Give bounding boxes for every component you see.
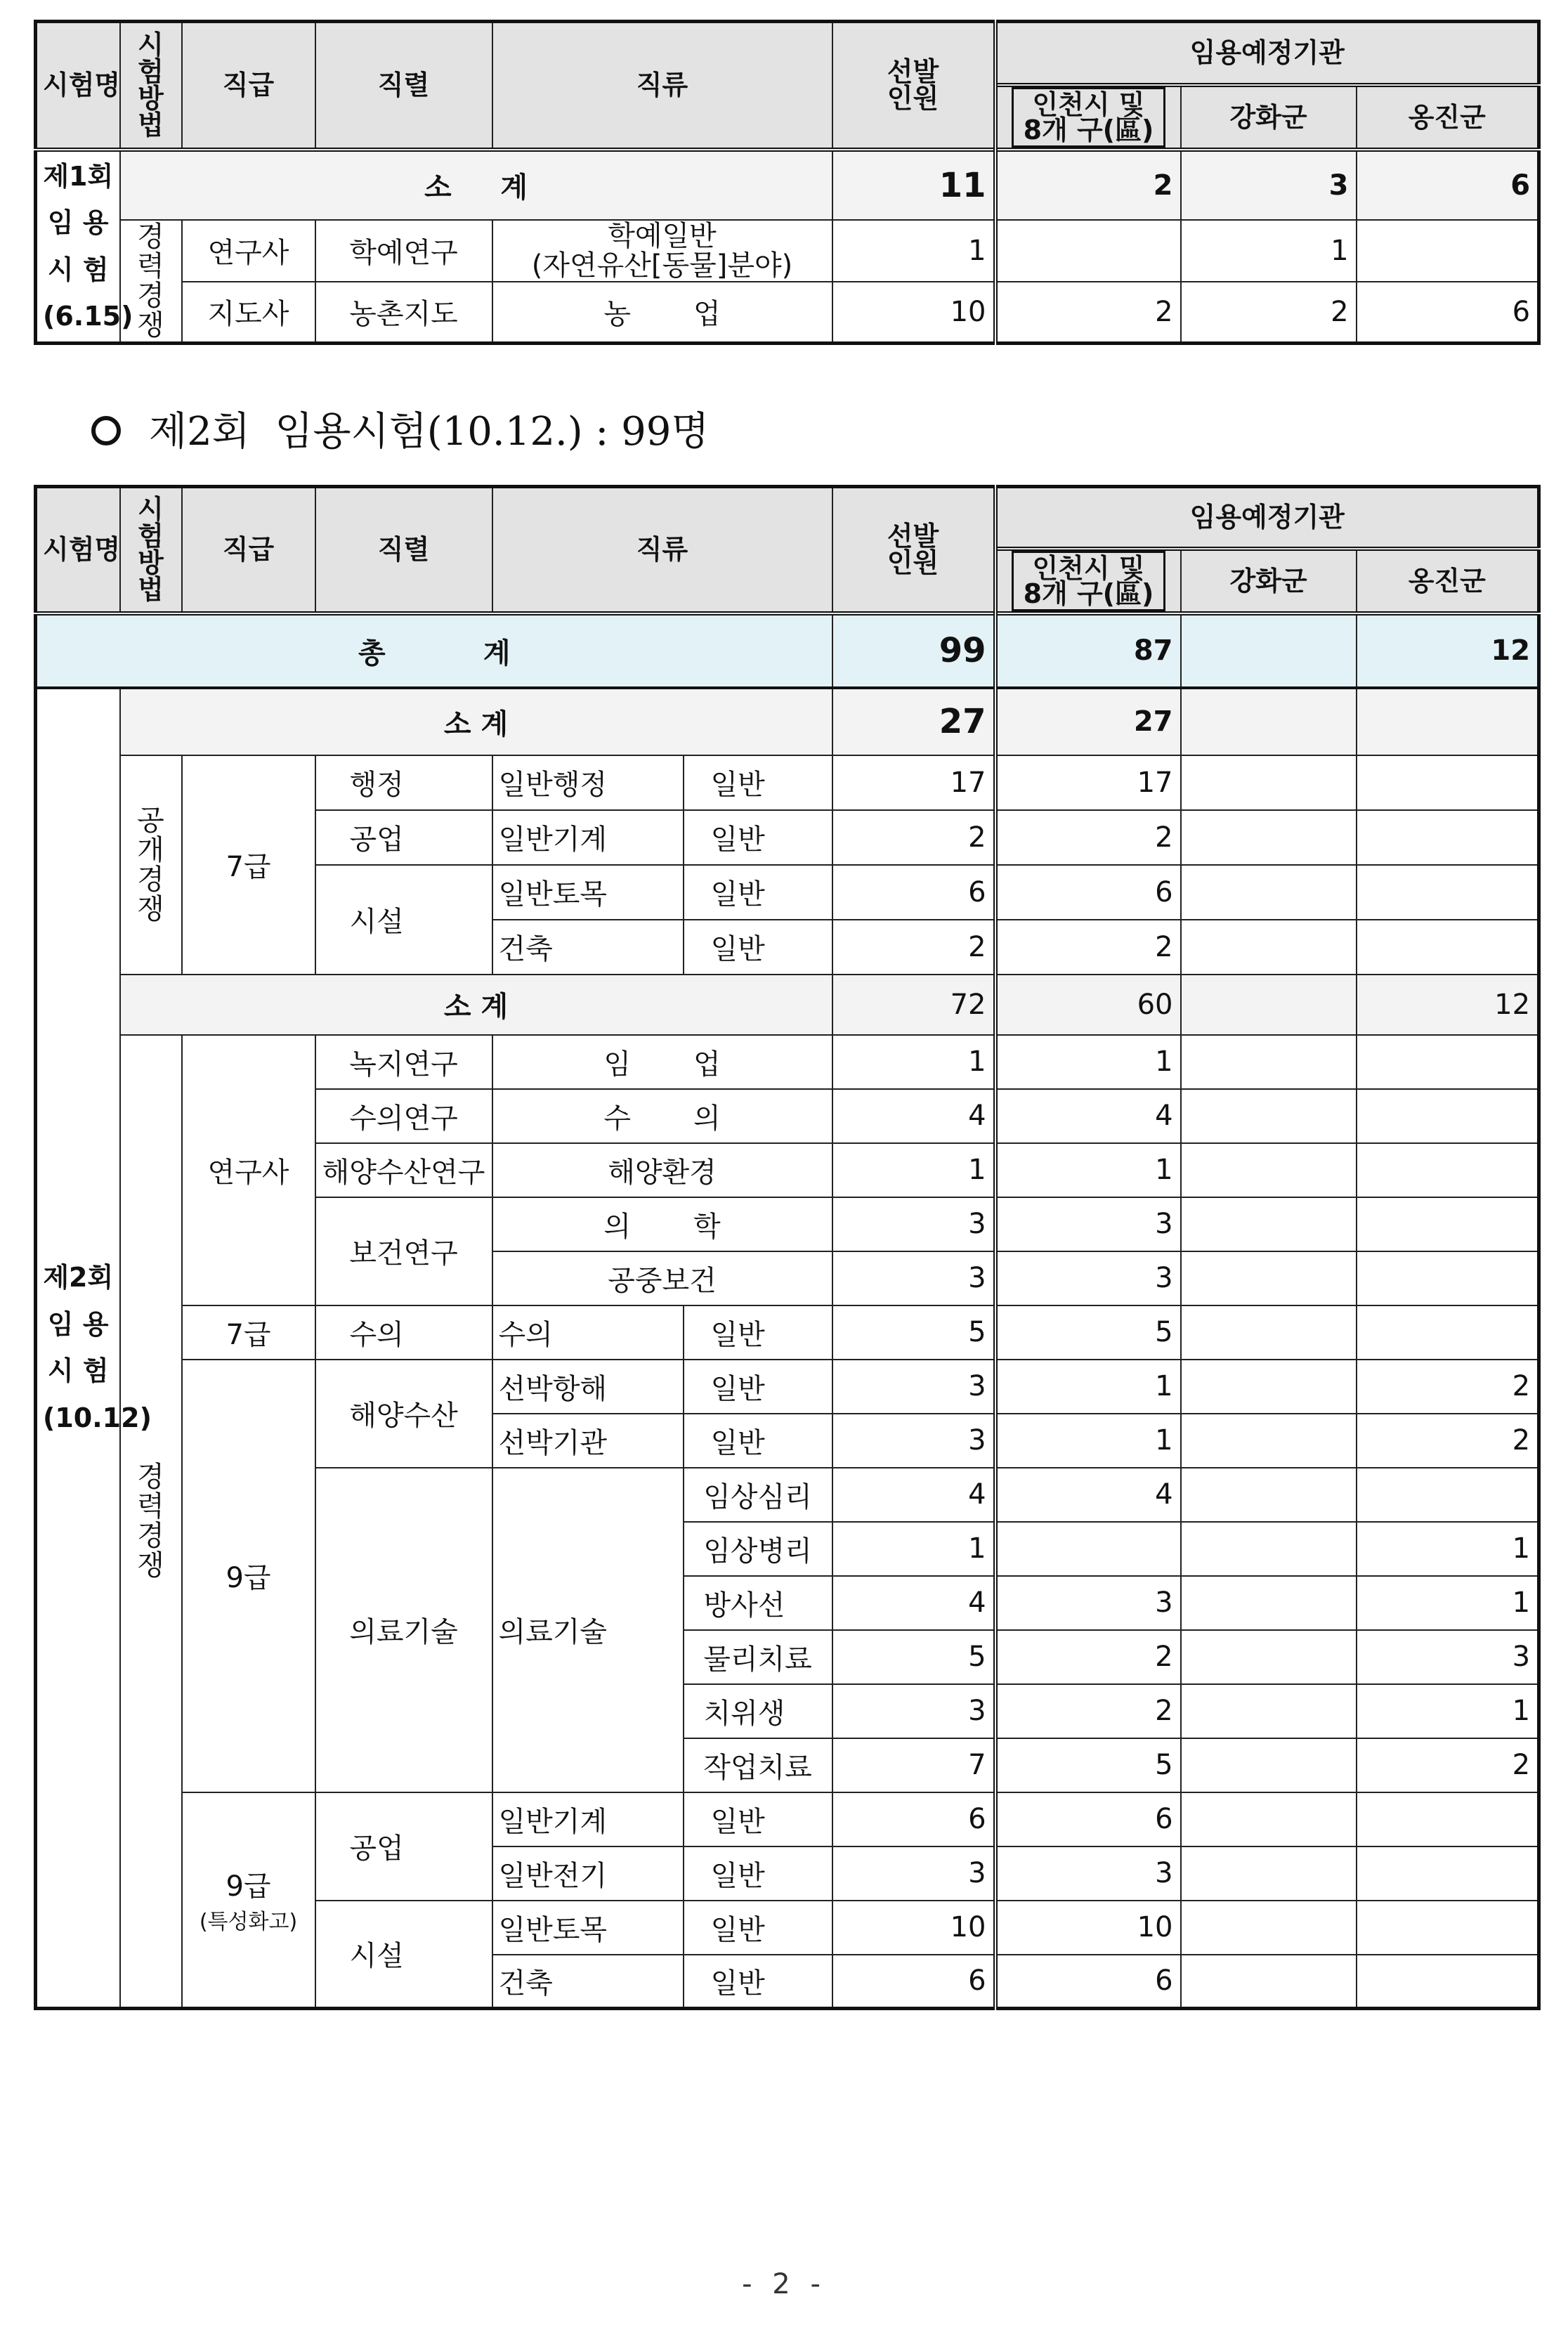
exam2-total-a1: 87	[995, 613, 1181, 688]
table-cell: 일반토목	[492, 1901, 684, 1955]
table-cell	[1357, 1197, 1539, 1251]
table-cell: 10	[832, 282, 995, 344]
table-cell: 행정	[315, 755, 492, 810]
table-cell: 3	[995, 1251, 1181, 1305]
table-cell: 1	[995, 1143, 1181, 1197]
header-agency-ongjin: 옹진군	[1357, 549, 1539, 613]
table-cell: 일반	[684, 1360, 832, 1414]
exam2-grade9: 9급	[182, 1360, 315, 1792]
table-cell: 시설	[315, 1901, 492, 2009]
header-method: 시험 방법	[120, 22, 182, 150]
table-cell: 3	[832, 1414, 995, 1468]
table-cell	[1181, 1522, 1357, 1576]
special-note: (특성화고)	[199, 1910, 298, 1935]
table-cell	[1357, 1305, 1539, 1360]
table-cell: 공중보건	[492, 1251, 832, 1305]
table-cell: 일반	[684, 920, 832, 975]
exam1-subtotal-count: 11	[832, 150, 995, 220]
table-cell: 일반전기	[492, 1846, 684, 1901]
exam2-special-grade: 9급 (특성화고)	[182, 1792, 315, 2009]
table-cell: 6	[995, 1955, 1181, 2009]
table-cell	[1181, 1468, 1357, 1522]
table-cell: 2	[995, 1630, 1181, 1684]
table-cell: 2	[832, 920, 995, 975]
table-cell: 2	[1181, 282, 1357, 344]
table-cell: 일반토목	[492, 865, 684, 920]
exam2-career-subtotal-a2	[1181, 975, 1357, 1035]
page-number: - 2 -	[742, 2268, 826, 2300]
table-cell	[1181, 1197, 1357, 1251]
table-cell: 4	[995, 1468, 1181, 1522]
table-cell: 3	[832, 1197, 995, 1251]
table-cell: 일반	[684, 1901, 832, 1955]
header-exam-name: 시험명	[36, 487, 120, 613]
table-cell: 5	[832, 1630, 995, 1684]
exam2-name: 제2회 임 용 시 험 (10.12)	[36, 688, 120, 2009]
table-cell: 수 의	[492, 1089, 832, 1143]
header-method: 시험 방법	[120, 487, 182, 613]
table-cell: 작업치료	[684, 1738, 832, 1792]
table-cell: 3	[832, 1360, 995, 1414]
table-cell: 1	[1357, 1576, 1539, 1630]
table-cell: 4	[832, 1468, 995, 1522]
exam1-table	[34, 20, 1541, 345]
table-cell: 2	[995, 1684, 1181, 1738]
section-heading: 제2회 임용시험(10.12.) : 99명	[91, 400, 709, 457]
header-agency-ongjin: 옹진군	[1357, 85, 1539, 150]
table-cell: 임상병리	[684, 1522, 832, 1576]
table-cell: 공업	[315, 810, 492, 865]
table-cell: 1	[1357, 1522, 1539, 1576]
table-cell	[1181, 1792, 1357, 1846]
table-cell: 4	[995, 1089, 1181, 1143]
table-cell: 3	[995, 1197, 1181, 1251]
table-cell: 6	[995, 1792, 1181, 1846]
table-cell: 3	[832, 1846, 995, 1901]
table-cell: 1	[832, 1143, 995, 1197]
table-cell	[1357, 1846, 1539, 1901]
exam2-career-subtotal-a1: 60	[995, 975, 1181, 1035]
table-cell: 6	[832, 1792, 995, 1846]
table-cell	[1357, 755, 1539, 810]
table-cell	[1181, 1305, 1357, 1360]
header-series: 직렬	[315, 487, 492, 613]
table-cell: 일반	[684, 1792, 832, 1846]
table-cell: 1	[995, 1035, 1181, 1089]
table-cell: 일반	[684, 1955, 832, 2009]
table-cell: 수의	[315, 1305, 492, 1360]
table-cell	[1357, 1143, 1539, 1197]
header-agency-ganghwa: 강화군	[1181, 85, 1357, 150]
exam1-subtotal-a2: 3	[1181, 150, 1357, 220]
table-cell	[1357, 920, 1539, 975]
table-cell	[1181, 1738, 1357, 1792]
table-cell: 4	[832, 1089, 995, 1143]
table-cell: 일반	[684, 810, 832, 865]
table-cell: 일반	[684, 1414, 832, 1468]
table-cell	[995, 1522, 1181, 1576]
table-cell: 농 업	[492, 282, 832, 344]
exam2-open-subtotal-a3	[1357, 688, 1539, 755]
header-agencies: 임용예정기관	[995, 22, 1539, 85]
table-cell: 1	[832, 1035, 995, 1089]
table-cell: 2	[995, 920, 1181, 975]
table-cell: 임상심리	[684, 1468, 832, 1522]
table-cell: 치위생	[684, 1684, 832, 1738]
table-cell: 10	[832, 1901, 995, 1955]
table-cell: 일반	[684, 1305, 832, 1360]
table-cell: 17	[832, 755, 995, 810]
table-cell	[1181, 1901, 1357, 1955]
header-count: 선발 인원	[832, 22, 995, 150]
table-cell	[1357, 865, 1539, 920]
table-cell: 2	[995, 282, 1181, 344]
table-cell: 학예연구	[315, 220, 492, 282]
table-cell	[1181, 1035, 1357, 1089]
table-cell: 5	[995, 1305, 1181, 1360]
table-cell	[1181, 1684, 1357, 1738]
exam2-open-subtotal-count: 27	[832, 688, 995, 755]
table-cell	[1181, 1846, 1357, 1901]
table-cell: 6	[1357, 282, 1539, 344]
table-cell: 일반	[684, 865, 832, 920]
header-agency-ganghwa: 강화군	[1181, 549, 1357, 613]
table-cell: 해양환경	[492, 1143, 832, 1197]
table-cell: 2	[832, 810, 995, 865]
table-cell: 1	[832, 1522, 995, 1576]
table-cell: 방사선	[684, 1576, 832, 1630]
table-cell: 지도사	[182, 282, 315, 344]
table-cell: 일반기계	[492, 810, 684, 865]
table-cell: 6	[995, 865, 1181, 920]
table-cell: 2	[995, 810, 1181, 865]
header-count: 선발 인원	[832, 487, 995, 613]
table-cell	[1181, 1143, 1357, 1197]
table-cell: 3	[832, 1251, 995, 1305]
table-cell	[1181, 1576, 1357, 1630]
table-cell	[1181, 865, 1357, 920]
table-cell: 해양수산연구	[315, 1143, 492, 1197]
table-cell: 7	[832, 1738, 995, 1792]
table-cell: 5	[995, 1738, 1181, 1792]
table-cell: 1	[995, 1414, 1181, 1468]
table-cell	[1357, 1955, 1539, 2009]
exam1-subtotal-label: 소 계	[120, 150, 832, 220]
table-cell: 4	[832, 1576, 995, 1630]
exam1-method: 경력 경쟁	[120, 220, 182, 344]
table-cell: 일반행정	[492, 755, 684, 810]
table-cell	[1357, 220, 1539, 282]
table-cell: 2	[1357, 1738, 1539, 1792]
table-cell	[1357, 1251, 1539, 1305]
exam2-total-label: 총 계	[36, 613, 832, 688]
table-cell: 3	[995, 1576, 1181, 1630]
exam2-open-method: 공개 경쟁	[120, 755, 182, 975]
table-cell	[1181, 1251, 1357, 1305]
header-category: 직류	[492, 487, 832, 613]
table-cell: 1	[1181, 220, 1357, 282]
table-cell	[1181, 755, 1357, 810]
table-cell	[995, 220, 1181, 282]
exam1-subtotal-a3: 6	[1357, 150, 1539, 220]
table-cell: 17	[995, 755, 1181, 810]
table-cell: 임 업	[492, 1035, 832, 1089]
exam1-name: 제1회 임 용 시 험 (6.15)	[36, 150, 120, 344]
table-cell: 농촌지도	[315, 282, 492, 344]
table-cell	[1181, 920, 1357, 975]
table-cell	[1357, 1089, 1539, 1143]
table-cell: 일반	[684, 755, 832, 810]
circle-bullet-icon	[91, 416, 121, 445]
table-cell: 녹지연구	[315, 1035, 492, 1089]
header-series: 직렬	[315, 22, 492, 150]
table-cell: 1	[832, 220, 995, 282]
header-agency-incheon: 인천시 및 8개 구(區)	[995, 85, 1181, 150]
table-cell: 7급	[182, 1305, 315, 1360]
table-cell: 3	[1357, 1630, 1539, 1684]
table-cell: 5	[832, 1305, 995, 1360]
header-agency-incheon: 인천시 및 8개 구(區)	[995, 549, 1181, 613]
table-cell: 10	[995, 1901, 1181, 1955]
table-cell	[1357, 1901, 1539, 1955]
table-cell: 1	[995, 1360, 1181, 1414]
table-cell: 해양수산	[315, 1360, 492, 1468]
table-cell: 건축	[492, 920, 684, 975]
table-cell	[1181, 1414, 1357, 1468]
header-grade: 직급	[182, 22, 315, 150]
table-cell	[1357, 810, 1539, 865]
exam2-career-subtotal-count: 72	[832, 975, 995, 1035]
table-cell: 3	[995, 1846, 1181, 1901]
exam2-total-a3: 12	[1357, 613, 1539, 688]
exam2-table	[34, 485, 1541, 2010]
table-cell: 6	[832, 865, 995, 920]
table-cell	[1181, 810, 1357, 865]
exam2-career-method: 경력 경쟁	[120, 1035, 182, 2009]
table-cell: 시설	[315, 865, 492, 975]
table-cell: 6	[832, 1955, 995, 2009]
table-cell	[1357, 1468, 1539, 1522]
table-cell	[1357, 1035, 1539, 1089]
exam2-researcher-grade: 연구사	[182, 1035, 315, 1305]
exam2-open-subtotal-a2	[1181, 688, 1357, 755]
table-cell: 1	[1357, 1684, 1539, 1738]
table-cell	[1357, 1792, 1539, 1846]
header-category: 직류	[492, 22, 832, 150]
table-cell: 연구사	[182, 220, 315, 282]
table-cell: 물리치료	[684, 1630, 832, 1684]
exam2-total-a2	[1181, 613, 1357, 688]
table-cell	[1181, 1089, 1357, 1143]
header-exam-name: 시험명	[36, 22, 120, 150]
table-cell: 2	[1357, 1414, 1539, 1468]
table-cell: 수의연구	[315, 1089, 492, 1143]
table-cell: 보건연구	[315, 1197, 492, 1305]
table-cell: 공업	[315, 1792, 492, 1901]
table-cell: 일반기계	[492, 1792, 684, 1846]
table-cell: 2	[1357, 1360, 1539, 1414]
exam2-career-subtotal-label: 소 계	[120, 975, 832, 1035]
table-cell: 의 학	[492, 1197, 832, 1251]
table-cell: 수의	[492, 1305, 684, 1360]
exam2-career-subtotal-a3: 12	[1357, 975, 1539, 1035]
header-agencies: 임용예정기관	[995, 487, 1539, 549]
table-cell	[1181, 1360, 1357, 1414]
table-cell: 선박기관	[492, 1414, 684, 1468]
exam2-open-subtotal-label: 소 계	[120, 688, 832, 755]
exam1-subtotal-a1: 2	[995, 150, 1181, 220]
table-cell: 의료기술	[315, 1468, 492, 1792]
table-cell: 3	[832, 1684, 995, 1738]
exam2-open-grade: 7급	[182, 755, 315, 975]
table-cell	[1181, 1955, 1357, 2009]
table-cell: 일반	[684, 1846, 832, 1901]
header-grade: 직급	[182, 487, 315, 613]
table-cell: 선박항해	[492, 1360, 684, 1414]
exam2-total-count: 99	[832, 613, 995, 688]
table-cell: 의료기술	[492, 1468, 684, 1792]
exam2-open-subtotal-a1: 27	[995, 688, 1181, 755]
table-cell: 학예일반 (자연유산[동물]분야)	[492, 220, 832, 282]
table-cell	[1181, 1630, 1357, 1684]
table-cell: 건축	[492, 1955, 684, 2009]
